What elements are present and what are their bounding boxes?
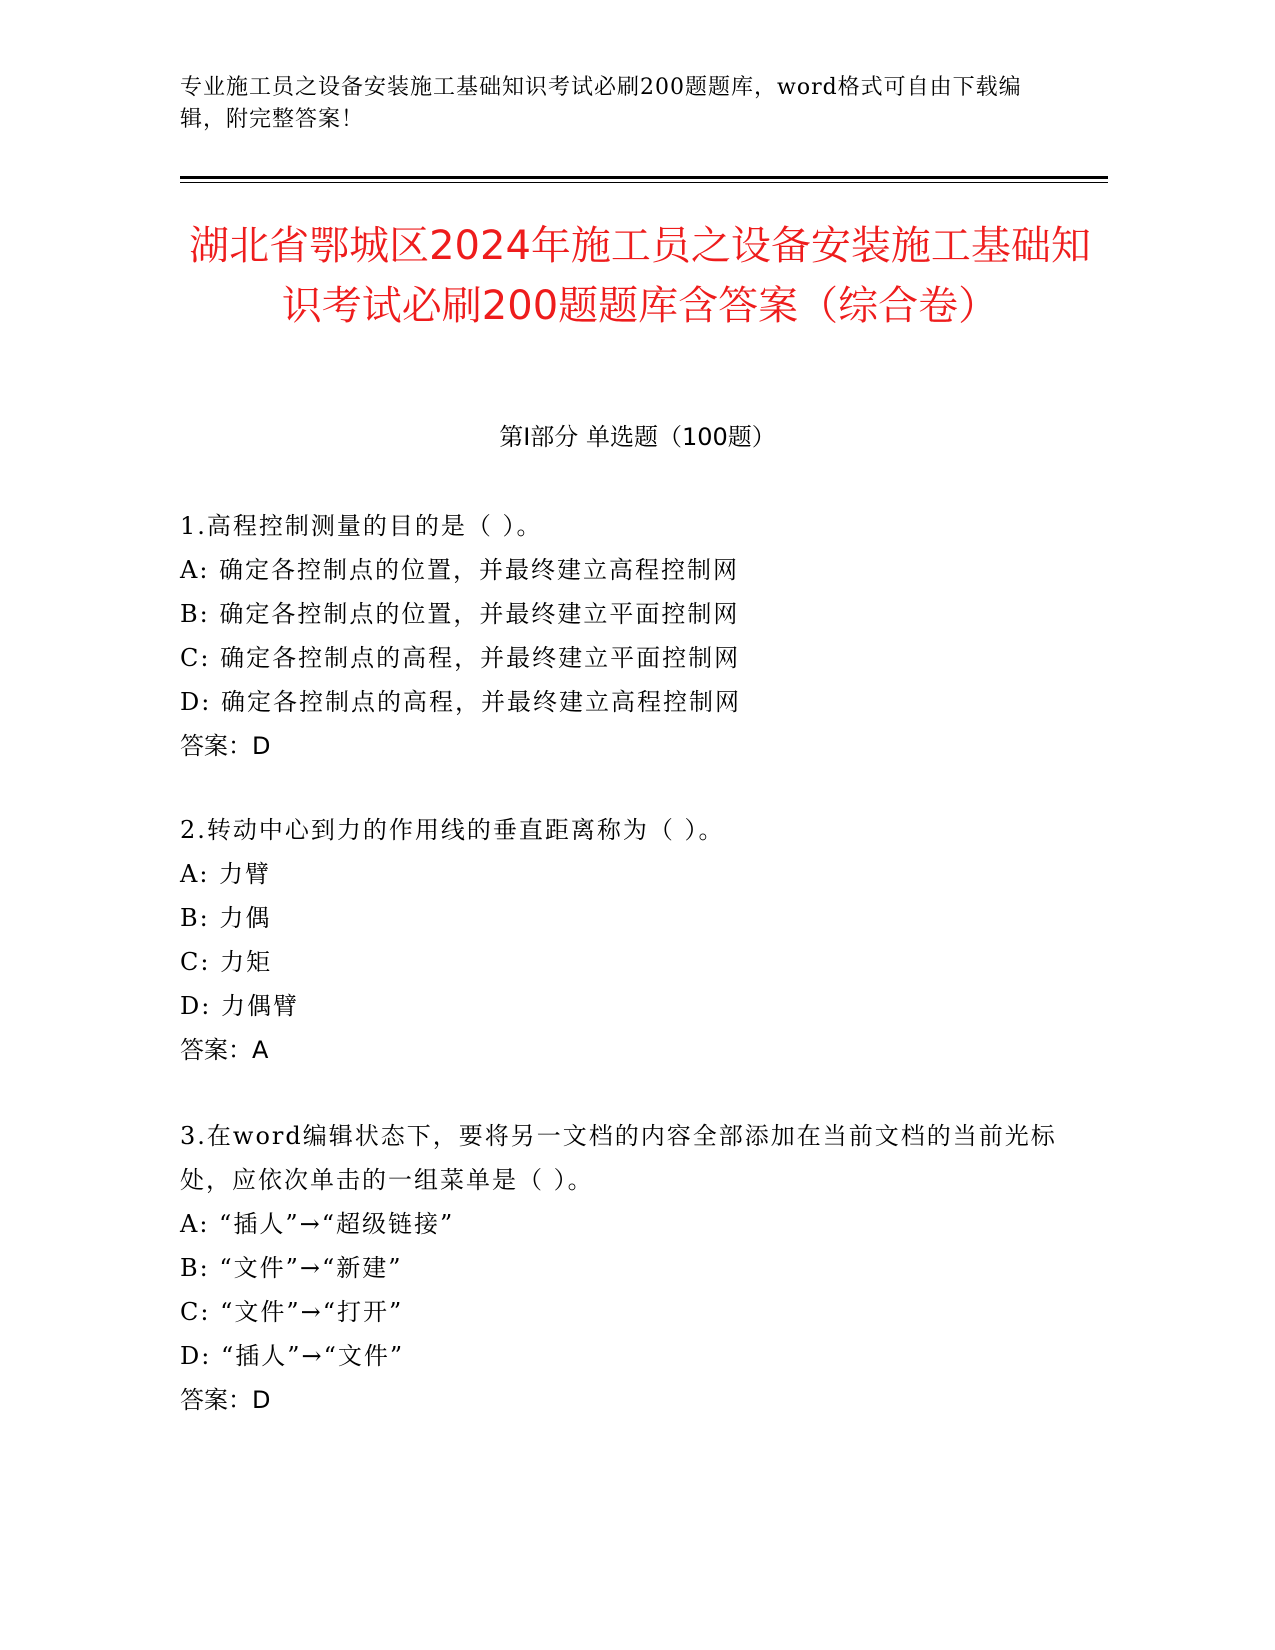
question-block <box>180 504 1060 768</box>
header-rule-thick <box>180 176 1108 179</box>
question-stem: 2.转动中心到力的作用线的垂直距离称为（ ）。 <box>180 816 725 844</box>
document-title: 湖北省鄂城区2024年施工员之设备安装施工基础知识考试必刷200题题库含答案（综合卷） <box>189 223 1091 329</box>
question-block <box>180 808 1060 1072</box>
option-d: D: 力偶臂 <box>180 992 299 1020</box>
option-c: C: 确定各控制点的高程，并最终建立平面控制网 <box>180 644 741 672</box>
answer-line: 答案：D <box>180 1386 271 1414</box>
option-d: D: “插人”→“文件” <box>180 1342 405 1370</box>
option-b: B: 确定各控制点的位置，并最终建立平面控制网 <box>180 600 740 628</box>
option-b: B: “文件”→“新建” <box>180 1254 403 1282</box>
question-stem: 1.高程控制测量的目的是（ ）。 <box>180 512 543 540</box>
header-rule-thin <box>180 182 1108 183</box>
header-note: 专业施工员之设备安装施工基础知识考试必刷200题题库，word格式可自由下载编辑，附完整答案！ <box>180 75 1022 132</box>
answer-line: 答案：A <box>180 1036 269 1064</box>
option-b: B: 力偶 <box>180 904 272 932</box>
option-c: C: “文件”→“打开” <box>180 1298 404 1326</box>
option-c: C: 力矩 <box>180 948 273 976</box>
question-block <box>180 1114 1060 1422</box>
answer-line: 答案：D <box>180 732 271 760</box>
section-title: 第I部分 单选题（100题） <box>499 423 776 451</box>
option-a: A: 确定各控制点的位置，并最终建立高程控制网 <box>180 556 740 584</box>
question-stem: 3.在word编辑状态下，要将另一文档的内容全部添加在当前文档的当前光标处，应依次单击的一组菜单是（ ）。 <box>180 1122 1057 1194</box>
option-a: A: 力臂 <box>180 860 272 888</box>
option-d: D: 确定各控制点的高程，并最终建立高程控制网 <box>180 688 741 716</box>
option-a: A: “插人”→“超级链接” <box>180 1210 455 1238</box>
